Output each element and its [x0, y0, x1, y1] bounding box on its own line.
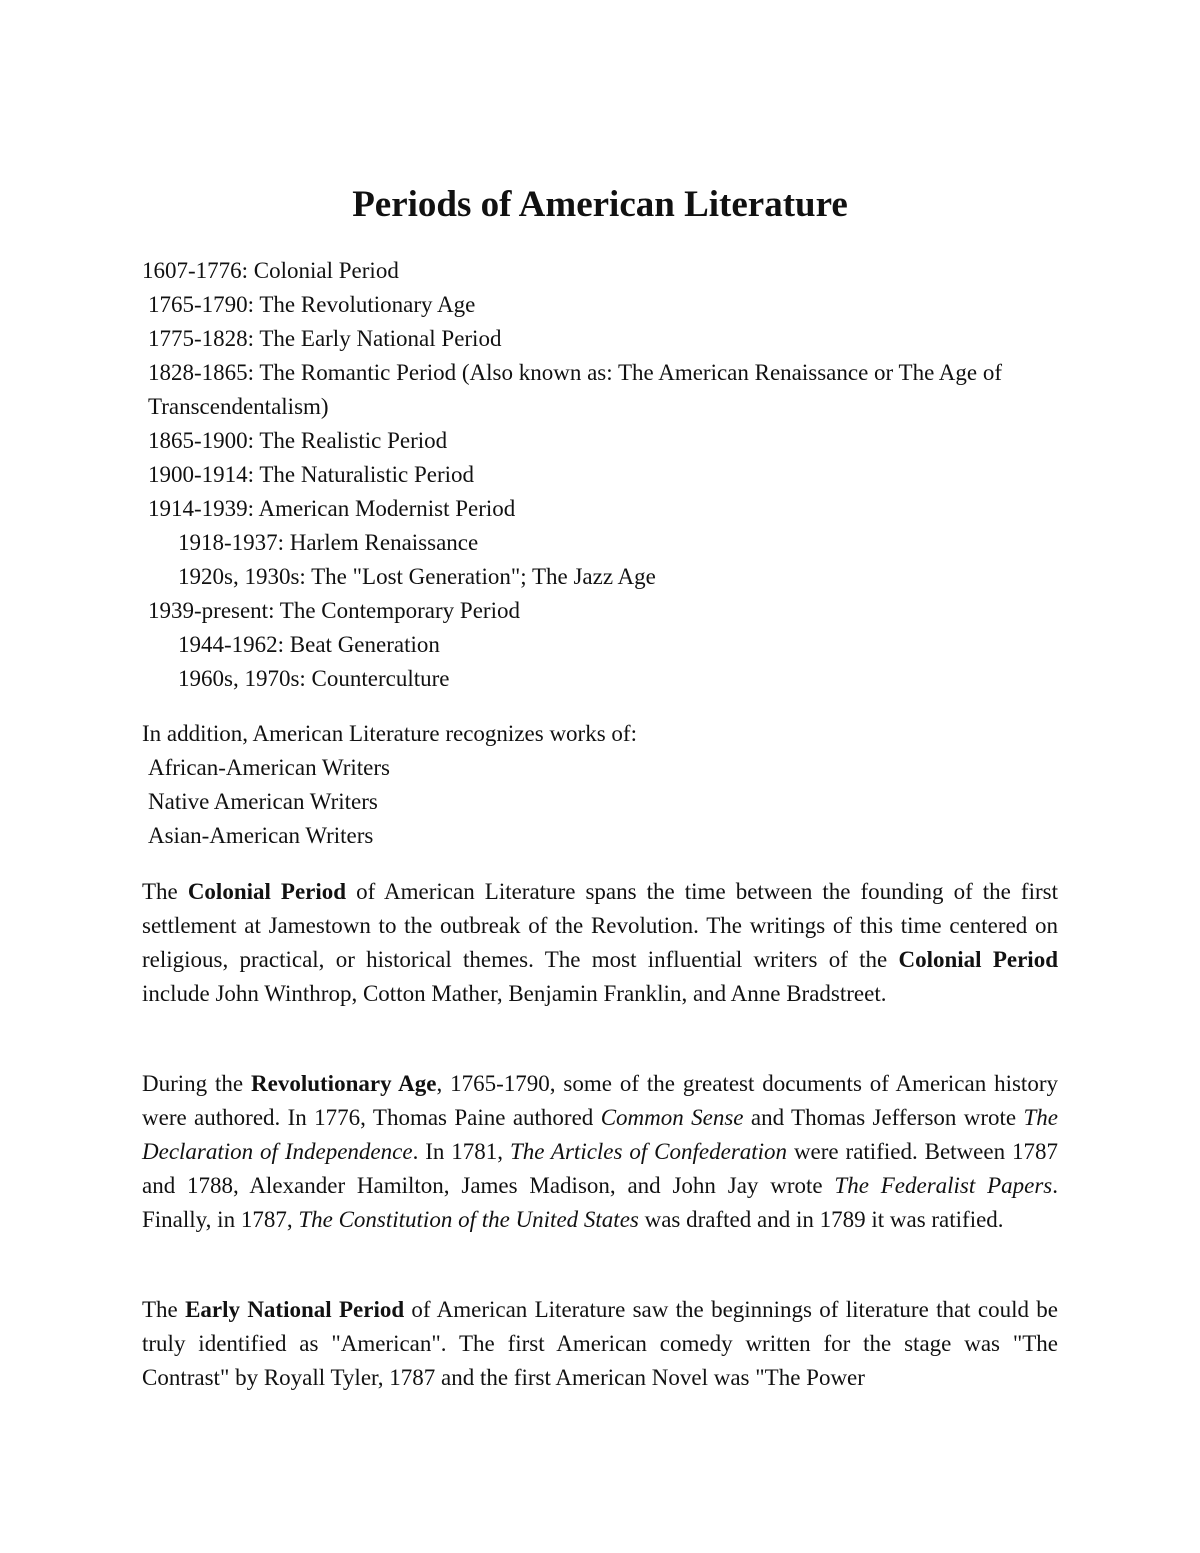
- text-run: was drafted and in 1789 it was ratified.: [638, 1207, 1004, 1232]
- timeline-item: 1765-1790: The Revolutionary Age: [148, 292, 476, 317]
- text-run: were ratified. Between 1787 and 1788, Alexander Hamilton, James Madison, and John Jay wrote: [142, 1139, 1058, 1198]
- timeline-item: 1920s, 1930s: The "Lost Generation"; The Jazz Age: [178, 564, 656, 589]
- addition-section: [142, 717, 1062, 853]
- italic-title: The Federalist Papers: [834, 1173, 1053, 1198]
- text-run: , 1765-1790, some of the greatest documents of American history were authored. In 1776, Thomas Paine authored: [142, 1071, 1058, 1130]
- timeline-item: 1865-1900: The Realistic Period: [148, 428, 448, 453]
- text-run: of American Literature saw the beginnings of literature that could be truly identified as "American". The first American comedy written for the stage was "The Contrast" by Royall Tyler, 1787 and the first American Novel was "The Power: [142, 1297, 1058, 1390]
- italic-title: The Articles of Confederation: [509, 1139, 788, 1164]
- addition-intro: In addition, American Literature recognizes works of:: [142, 721, 637, 746]
- timeline-item: 1960s, 1970s: Counterculture: [178, 666, 450, 691]
- timeline-item: 1918-1937: Harlem Renaissance: [178, 530, 479, 555]
- bold-term: Colonial Period: [898, 947, 1058, 972]
- text-run: . Finally, in 1787,: [142, 1173, 1059, 1232]
- italic-title: The Declaration of Independence: [142, 1105, 1059, 1164]
- timeline-item: 1939-present: The Contemporary Period: [148, 598, 520, 623]
- timeline-item: 1607-1776: Colonial Period: [142, 258, 399, 283]
- addition-item: Asian-American Writers: [148, 823, 374, 848]
- bold-term: Early National Period: [185, 1297, 405, 1322]
- timeline-list: [142, 254, 1062, 696]
- text-run: and Thomas Jefferson wrote: [743, 1105, 1024, 1130]
- italic-title: The Constitution of the United States: [298, 1207, 639, 1232]
- paragraph-early-national-period: [142, 1293, 1058, 1395]
- addition-item: Native American Writers: [148, 789, 378, 814]
- bold-term: Colonial Period: [187, 879, 347, 904]
- timeline-item: 1944-1962: Beat Generation: [178, 632, 440, 657]
- text-run: include John Winthrop, Cotton Mather, Benjamin Franklin, and Anne Bradstreet.: [142, 981, 887, 1006]
- text-run: . In 1781,: [412, 1139, 510, 1164]
- addition-item: African-American Writers: [148, 755, 390, 780]
- timeline-item: 1775-1828: The Early National Period: [148, 326, 502, 351]
- text-run: During the: [142, 1071, 252, 1096]
- bold-term: Revolutionary Age: [251, 1071, 437, 1096]
- timeline-item: 1914-1939: American Modernist Period: [148, 496, 516, 521]
- timeline-item: 1900-1914: The Naturalistic Period: [148, 462, 474, 487]
- page-title: Periods of American Literature: [352, 184, 848, 225]
- text-run: The: [142, 1297, 186, 1322]
- paragraph-colonial-period: [142, 875, 1058, 1011]
- text-run: of American Literature spans the time between the founding of the first settlement at Jamestown to the outbreak of the Revolution. The writings of this time centered on religious, practical, or historical themes. The most influential writers of the: [142, 879, 1058, 972]
- text-run: The: [142, 879, 188, 904]
- timeline-item: 1828-1865: The Romantic Period (Also known as: The American Renaissance or The Age of Transcendentalism): [148, 360, 1003, 419]
- italic-title: Common Sense: [600, 1105, 744, 1130]
- paragraph-revolutionary-age: [142, 1067, 1058, 1237]
